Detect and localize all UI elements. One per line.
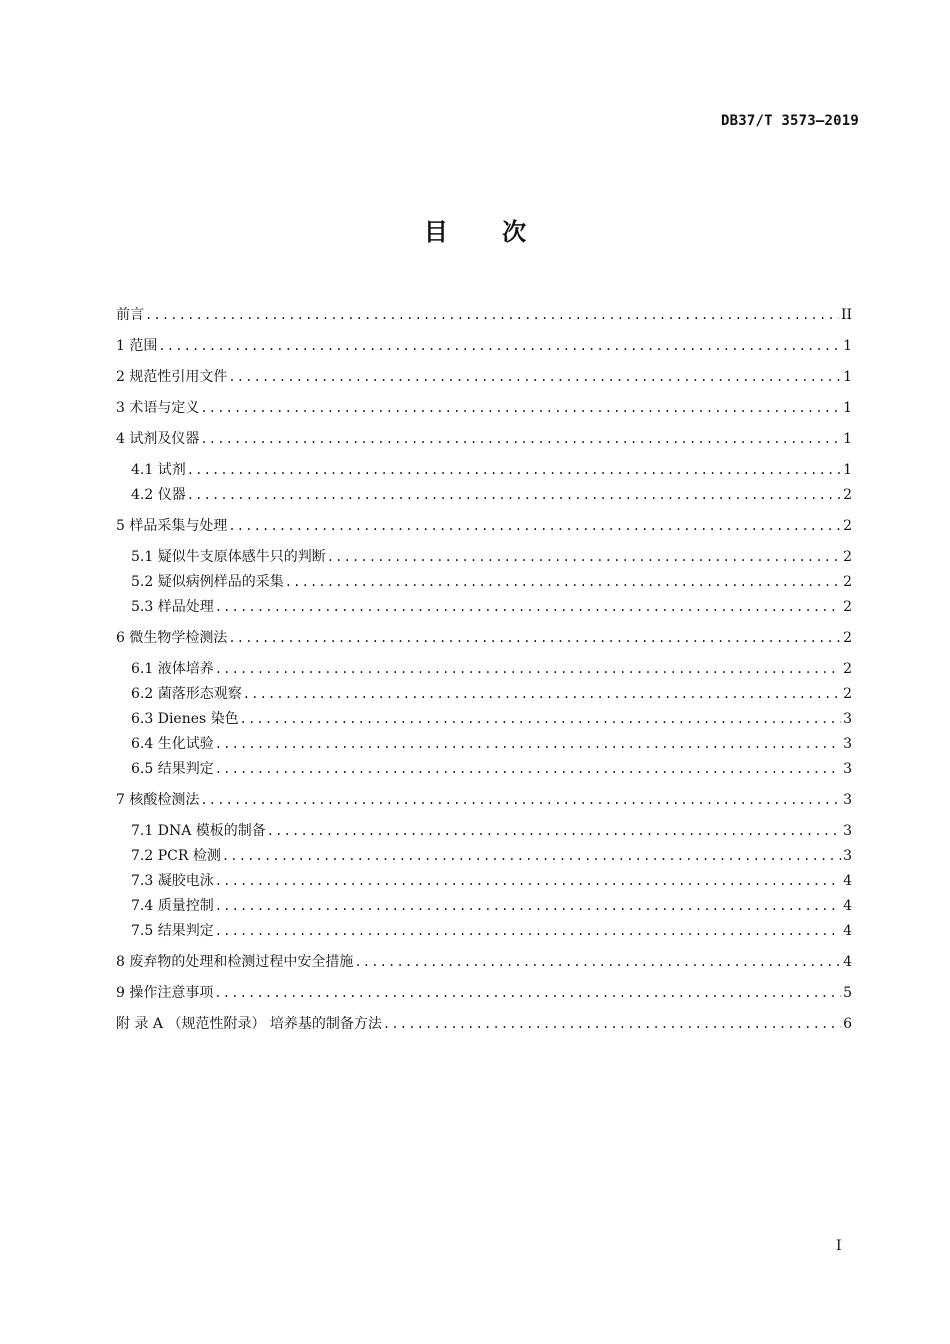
toc-entry-label: 4.2 仪器	[131, 487, 186, 503]
toc-dot-leader	[187, 461, 841, 479]
toc-dot-leader	[215, 735, 841, 753]
toc-entry-page: 1	[843, 369, 852, 385]
toc-entry-page: 2	[843, 574, 852, 590]
toc-entry-label: 前言	[116, 307, 144, 323]
toc-section-link[interactable]	[116, 426, 852, 448]
toc-section-link[interactable]	[116, 1011, 852, 1033]
toc-dot-leader	[214, 984, 841, 1002]
toc-dot-leader	[215, 872, 841, 890]
toc-dot-leader	[228, 517, 841, 535]
toc-entry-label: 7.2 PCR 检测	[131, 848, 221, 864]
toc-entry-page: 1	[843, 400, 852, 416]
toc-entry-page: 3	[843, 736, 852, 752]
toc-entry-label: 6.4 生化试验	[131, 736, 214, 752]
toc-entry-label: 5.3 样品处理	[131, 599, 214, 615]
toc-dot-leader	[285, 573, 841, 591]
toc-section-link[interactable]	[116, 980, 852, 1002]
toc-subsection-link[interactable]	[116, 569, 852, 591]
toc-entry-label: 9 操作注意事项	[116, 985, 214, 1001]
toc-subsection-link[interactable]	[116, 893, 852, 915]
toc-dot-leader	[215, 660, 841, 678]
toc-subsection-link[interactable]	[116, 681, 852, 703]
toc-entry-page: 4	[843, 954, 852, 970]
toc-dot-leader	[187, 486, 841, 504]
toc-dot-leader	[200, 791, 841, 809]
toc-entry-label: 6.2 菌落形态观察	[131, 686, 242, 702]
toc-entry-label: 5.2 疑似病例样品的采集	[131, 574, 284, 590]
toc-entry-label: 2 规范性引用文件	[116, 369, 228, 385]
toc-entry-page: 4	[843, 873, 852, 889]
toc-dot-leader	[222, 847, 841, 865]
toc-subsection-link[interactable]	[116, 482, 852, 504]
toc-dot-leader	[383, 1015, 841, 1033]
toc-entry-page: 2	[843, 630, 852, 646]
toc-entry-label: 7 核酸检测法	[116, 792, 200, 808]
toc-entry-page: 3	[843, 761, 852, 777]
page-number: I	[836, 1238, 842, 1254]
toc-entry-label: 8 废弃物的处理和检测过程中安全措施	[116, 954, 354, 970]
toc-entry-label: 3 术语与定义	[116, 400, 200, 416]
toc-entry-label: 6 微生物学检测法	[116, 630, 228, 646]
document-code: DB37/T 3573—2019	[720, 113, 859, 129]
toc-entry-label: 4 试剂及仪器	[116, 431, 200, 447]
toc-dot-leader	[354, 953, 841, 971]
toc-entry-label: 7.3 凝胶电泳	[131, 873, 214, 889]
toc-section-link[interactable]	[116, 625, 852, 647]
toc-dot-leader	[200, 430, 841, 448]
toc-entry-page: 2	[843, 599, 852, 615]
toc-subsection-link[interactable]	[116, 656, 852, 678]
toc-dot-leader	[200, 399, 841, 417]
toc-dot-leader	[240, 710, 841, 728]
toc-section-link[interactable]	[116, 302, 852, 324]
toc-title: 目 次	[423, 218, 527, 246]
toc-entry-page: 2	[843, 487, 852, 503]
toc-section-link[interactable]	[116, 395, 852, 417]
toc-dot-leader	[215, 760, 841, 778]
toc-entry-page: 6	[843, 1016, 852, 1032]
toc-dot-leader	[215, 922, 841, 940]
toc-entry-page: 2	[843, 518, 852, 534]
toc-entry-page: 1	[843, 431, 852, 447]
toc-entry-page: 4	[843, 923, 852, 939]
toc-entry-page: 3	[843, 792, 852, 808]
toc-dot-leader	[228, 368, 841, 386]
toc-entry-page: II	[840, 307, 852, 323]
toc-entry-label: 7.1 DNA 模板的制备	[131, 823, 266, 839]
toc-dot-leader	[327, 548, 841, 566]
toc-section-link[interactable]	[116, 364, 852, 386]
toc-subsection-link[interactable]	[116, 544, 852, 566]
toc-dot-leader	[243, 685, 841, 703]
toc-dot-leader	[215, 897, 841, 915]
toc-subsection-link[interactable]	[116, 457, 852, 479]
toc-entry-label: 6.3 Dienes 染色	[131, 711, 239, 727]
toc-subsection-link[interactable]	[116, 918, 852, 940]
toc-subsection-link[interactable]	[116, 731, 852, 753]
toc-entry-label: 附 录 A （规范性附录） 培养基的制备方法	[116, 1016, 382, 1032]
toc-subsection-link[interactable]	[116, 756, 852, 778]
toc-entry-page: 3	[843, 711, 852, 727]
toc-section-link[interactable]	[116, 787, 852, 809]
toc-entry-page: 3	[843, 823, 852, 839]
toc-entry-page: 2	[843, 549, 852, 565]
toc-subsection-link[interactable]	[116, 594, 852, 616]
toc-entry-page: 1	[843, 462, 852, 478]
toc-entry-page: 5	[843, 985, 852, 1001]
toc-entry-label: 4.1 试剂	[131, 462, 186, 478]
table-of-contents	[116, 0, 852, 1344]
toc-entry-label: 5 样品采集与处理	[116, 518, 228, 534]
toc-subsection-link[interactable]	[116, 818, 852, 840]
toc-entry-label: 6.1 液体培养	[131, 661, 214, 677]
toc-dot-leader	[267, 822, 841, 840]
toc-dot-leader	[215, 598, 841, 616]
toc-entry-page: 2	[843, 686, 852, 702]
toc-entry-label: 7.4 质量控制	[131, 898, 214, 914]
toc-subsection-link[interactable]	[116, 868, 852, 890]
toc-entry-label: 1 范围	[116, 338, 158, 354]
toc-dot-leader	[145, 306, 839, 324]
toc-dot-leader	[228, 629, 841, 647]
toc-entry-page: 4	[843, 898, 852, 914]
toc-entry-page: 1	[843, 338, 852, 354]
toc-subsection-link[interactable]	[116, 706, 852, 728]
toc-subsection-link[interactable]	[116, 843, 852, 865]
toc-section-link[interactable]	[116, 333, 852, 355]
toc-entry-label: 7.5 结果判定	[131, 923, 214, 939]
toc-entry-label: 5.1 疑似牛支原体感牛只的判断	[131, 549, 326, 565]
toc-entry-page: 3	[843, 848, 852, 864]
toc-entry-page: 2	[843, 661, 852, 677]
toc-section-link[interactable]	[116, 513, 852, 535]
toc-entry-label: 6.5 结果判定	[131, 761, 214, 777]
toc-section-link[interactable]	[116, 949, 852, 971]
toc-dot-leader	[158, 337, 841, 355]
